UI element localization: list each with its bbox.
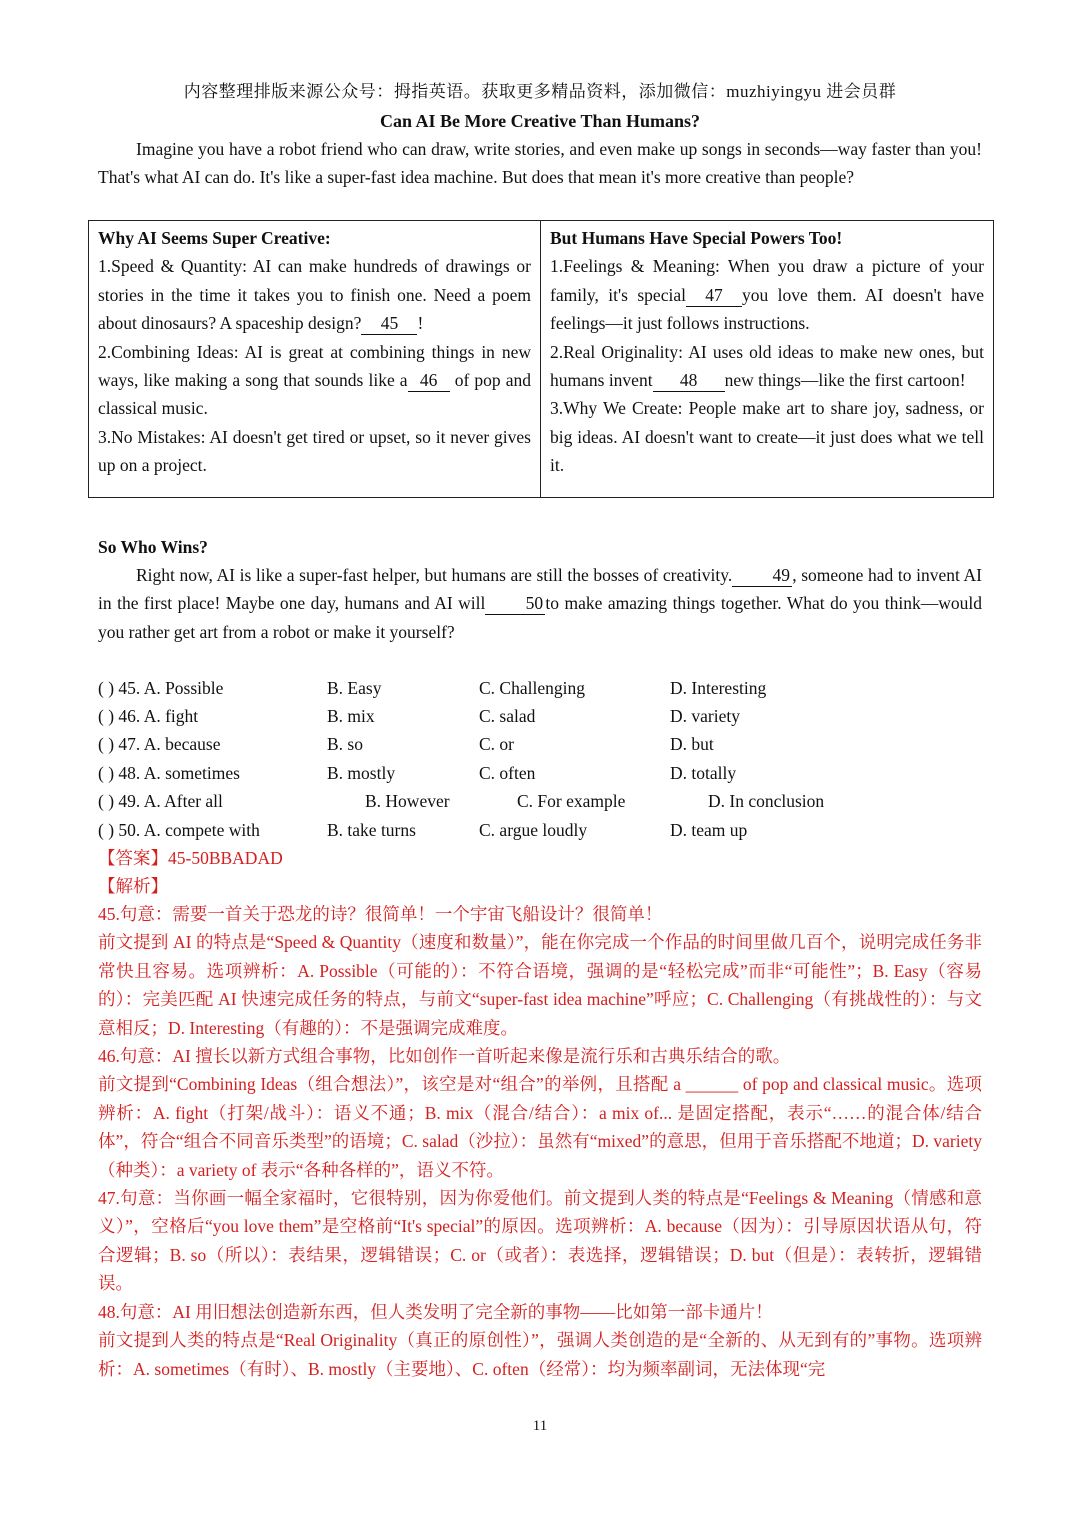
- intro-paragraph: [98, 135, 982, 192]
- question-46: ( ) 46. A. fight B. mix C. salad D. variety: [98, 706, 740, 726]
- human-column: [541, 221, 994, 498]
- question-45: ( ) 45. A. Possible B. Easy C. Challenging D. Interesting: [98, 678, 767, 698]
- analysis-48-title: 48.句意：AI 用旧想法创造新东西，但人类发明了完全新的事物——比如第一部卡通片！: [98, 1301, 773, 1322]
- human-point-why: 3.Why We Create: People make art to share joy, sadness, or big ideas. AI doesn't want to create—it just does what we tell it.: [550, 398, 984, 476]
- analysis-45-title: 45.句意：需要一首关于恐龙的诗？很简单！一个宇宙飞船设计？很简单！: [98, 904, 663, 924]
- analysis-46-body: 前文提到“Combining Ideas（组合想法）”，该空是对“组合”的举例，且搭配 a ______ of pop and classical music。选项辨析：A. fight（打架/战斗）：语义不通；B. mix（混合/结合）：a mix of... 是固定搭配，表示“……的混合体/结合体”，符合“组合不同音乐类型”的语境；C. salad（沙拉）：虽然有“mixed”的意思，但用于音乐搭配不地道；D. variety（种类）：a variety of 表示“各种各样的”，语义不符。: [98, 1074, 982, 1180]
- analysis-48-body: 前文提到人类的特点是“Real Originality（真正的原创性）”，强调人类创造的是“全新的、从无到有的”事物。选项辨析：A. sometimes（有时）、B. mostly（主要地）、C. often（经常）：均为频率副词，无法体现“完: [98, 1330, 982, 1379]
- human-point-originality: 2.Real Originality: AI uses old ideas to make new ones, but humans invent 48 new things—like the first cartoon!: [550, 341, 984, 391]
- page-number: 11: [532, 1418, 548, 1434]
- human-column-heading: But Humans Have Special Powers Too!: [550, 228, 843, 248]
- ai-point-speed: 1.Speed & Quantity: AI can make hundreds of drawings or stories in the time it takes you to finish one. Need a poem about dinosaurs? A spaceship design? 45 !: [98, 256, 531, 334]
- question-49: ( ) 49. A. After all B. However C. For example D. In conclusion: [98, 791, 825, 811]
- wins-paragraph: Right now, AI is like a super-fast helper, but humans are still the bosses of creativity. 49 , someone had to invent AI in the first place! Maybe one day, humans and AI will 50 to make amazing things together. What do you think—would you rather get art from a robot or make it yourself?: [98, 565, 983, 642]
- question-48: ( ) 48. A. sometimes B. mostly C. often D. totally: [98, 763, 737, 783]
- blank-45[interactable]: 45: [361, 312, 417, 335]
- question-50: ( ) 50. A. compete with B. take turns C. argue loudly D. team up: [98, 820, 748, 840]
- analysis-body: [98, 900, 982, 1383]
- ai-column-heading: Why AI Seems Super Creative:: [98, 228, 331, 248]
- passage-title: Can AI Be More Creative Than Humans?: [379, 111, 701, 131]
- ai-point-mistakes: 3.No Mistakes: AI doesn't get tired or upset, so it never gives up on a project.: [98, 426, 531, 476]
- blank-50[interactable]: 50: [485, 592, 545, 615]
- blank-47[interactable]: 47: [686, 284, 742, 307]
- comparison-table: [88, 220, 994, 498]
- analysis-46-title: 46.句意：AI 擅长以新方式组合事物，比如创作一首听起来像是流行乐和古典乐结合的歌。: [98, 1046, 791, 1067]
- analysis-label: 【解析】: [98, 876, 168, 896]
- section-heading: So Who Wins?: [98, 537, 208, 557]
- answer-key: 【答案】45-50BBADAD: [98, 848, 283, 868]
- blank-49[interactable]: 49: [732, 564, 792, 587]
- ai-column: [89, 221, 541, 498]
- analysis-45-body: 前文提到 AI 的特点是“Speed & Quantity（速度和数量）”，能在你完成一个作品的时间里做几百个，说明完成任务非常快且容易。选项辨析：A. Possible（可能的）：不符合语境，强调的是“轻松完成”而非“可能性”；B. Easy（容易的）：完美匹配 AI 快速完成任务的特点，与前文“super-fast idea machine”呼应；C. Challenging（有挑战性的）：与文意相反；D. Interesting（有趣的）：不是强调完成难度。: [98, 932, 982, 1038]
- intro-text: Imagine you have a robot friend who can draw, write stories, and even make up songs in seconds—way faster than you! That's what AI can do. It's like a super-fast idea machine. But does that mean it's more creative than people?: [98, 139, 982, 188]
- human-point-feelings: 1.Feelings & Meaning: When you draw a picture of your family, it's special 47 you love them. AI doesn't have feelings—it just follows instructions.: [550, 256, 985, 334]
- blank-46[interactable]: 46: [408, 369, 450, 392]
- analysis-47-title: 47.句意：当你画一幅全家福时，它很特别，因为你爱他们。前文提到人类的特点是“Feelings & Meaning（情感和意义）”，空格后“you love them”是空格前“It's special”的原因。选项辨析：A. because（因为）：引导原因状语从句，符合逻辑；B. so（所以）：表结果，逻辑错误；C. or（或者）：表选择，逻辑错误；D. but（但是）：表转折，逻辑错误。: [98, 1188, 982, 1294]
- blank-48[interactable]: 48: [653, 369, 725, 392]
- question-47: ( ) 47. A. because B. so C. or D. but: [98, 734, 714, 754]
- ai-point-combining: 2.Combining Ideas: AI is great at combining things in new ways, like making a song that sounds like a 46 of pop and classical music.: [98, 341, 531, 419]
- source-header: 内容整理排版来源公众号：拇指英语。获取更多精品资料，添加微信：muzhiyingyu 进会员群: [183, 82, 897, 101]
